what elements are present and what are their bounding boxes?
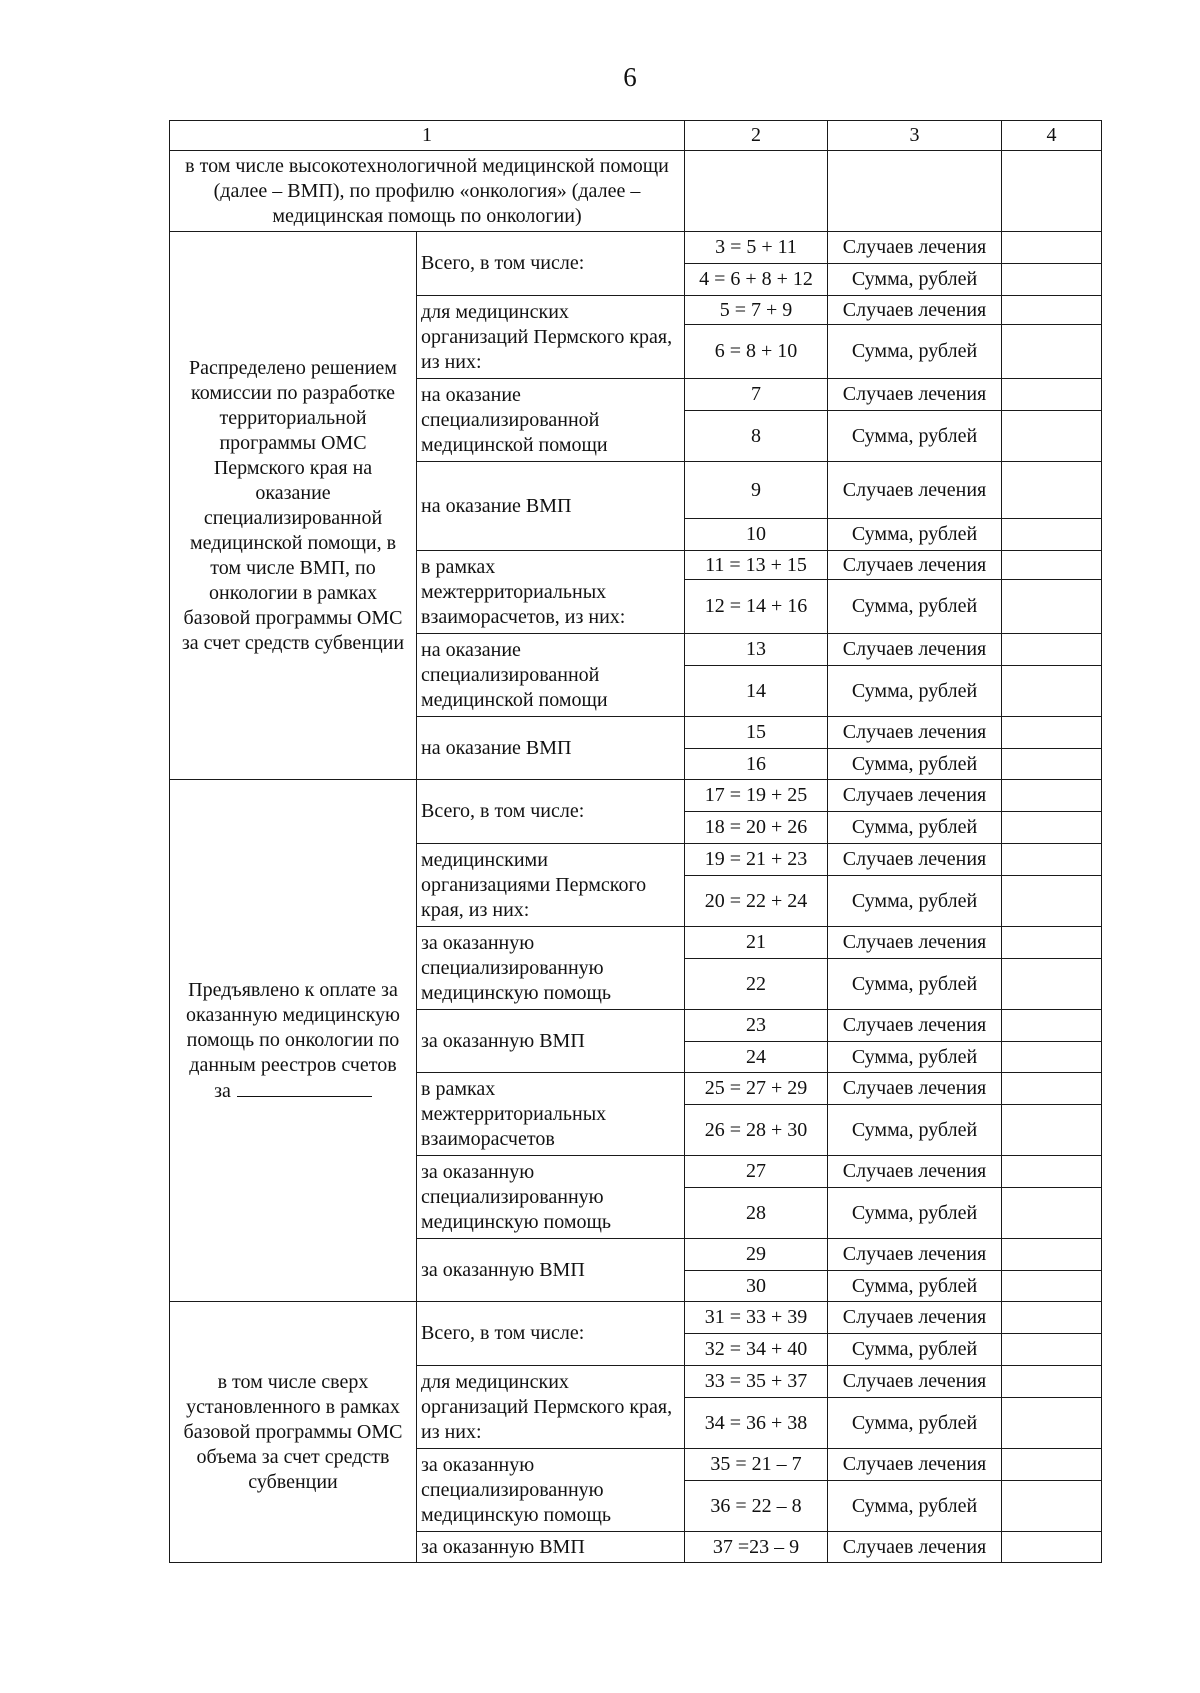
value-cell	[1002, 462, 1102, 519]
intro-row	[170, 151, 1102, 232]
line-code: 26 = 28 + 30	[685, 1105, 828, 1156]
row-label: для медицинских организаций Пермского края, из них:	[417, 1366, 685, 1449]
value-cell	[1002, 634, 1102, 666]
header-col-3: 3	[828, 121, 1002, 151]
value-cell	[1002, 780, 1102, 812]
group-label-text: Предъявлено к оплате за оказанную медицинскую помощь по онкологии по данным реестров счетов	[186, 978, 400, 1076]
line-code: 21	[685, 927, 828, 959]
unit-cases: Случаев лечения	[828, 379, 1002, 411]
line-code: 31 = 33 + 39	[685, 1302, 828, 1334]
line-code: 23	[685, 1010, 828, 1042]
unit-cases: Случаев лечения	[828, 844, 1002, 876]
row-label: за оказанную ВМП	[417, 1010, 685, 1073]
intro-text: в том числе высокотехнологичной медицинской помощи (далее – ВМП), по профилю «онкология» (далее – медицинская помощь по онкологии)	[170, 151, 685, 232]
period-blank-field[interactable]	[237, 1078, 372, 1097]
value-cell	[1002, 876, 1102, 927]
report-table	[169, 120, 1102, 1563]
unit-sum: Сумма, рублей	[828, 519, 1002, 551]
line-code: 12 = 14 + 16	[685, 580, 828, 634]
unit-cases: Случаев лечения	[828, 1302, 1002, 1334]
line-code: 28	[685, 1188, 828, 1239]
unit-sum: Сумма, рублей	[828, 876, 1002, 927]
unit-cases: Случаев лечения	[828, 1010, 1002, 1042]
unit-cases: Случаев лечения	[828, 1366, 1002, 1398]
unit-sum: Сумма, рублей	[828, 1334, 1002, 1366]
row-label: Всего, в том числе:	[417, 780, 685, 844]
row-label: за оказанную ВМП	[417, 1532, 685, 1563]
row-label: за оказанную специализированную медицинскую помощь	[417, 927, 685, 1010]
unit-sum: Сумма, рублей	[828, 666, 1002, 717]
header-col-2: 2	[685, 121, 828, 151]
line-code: 19 = 21 + 23	[685, 844, 828, 876]
row-label: на оказание специализированной медицинской помощи	[417, 634, 685, 717]
unit-cases: Случаев лечения	[828, 780, 1002, 812]
unit-sum: Сумма, рублей	[828, 1188, 1002, 1239]
unit-sum: Сумма, рублей	[828, 1271, 1002, 1302]
value-cell	[1002, 580, 1102, 634]
line-code: 9	[685, 462, 828, 519]
period-label: за	[214, 1079, 231, 1102]
group-label: в том числе сверх установленного в рамках базовой программы ОМС объема за счет средств субвенции	[170, 1302, 417, 1563]
row-label: для медицинских организаций Пермского края, из них:	[417, 296, 685, 379]
value-cell	[1002, 1188, 1102, 1239]
unit-sum: Сумма, рублей	[828, 264, 1002, 296]
unit-cases: Случаев лечения	[828, 462, 1002, 519]
line-code: 5 = 7 + 9	[685, 296, 828, 325]
row-label: за оказанную специализированную медицинскую помощь	[417, 1449, 685, 1532]
unit-sum: Сумма, рублей	[828, 749, 1002, 780]
line-code: 24	[685, 1042, 828, 1073]
row-label: медицинскими организациями Пермского края, из них:	[417, 844, 685, 927]
line-code: 11 = 13 + 15	[685, 551, 828, 580]
line-code: 37 =23 – 9	[685, 1532, 828, 1563]
unit-sum: Сумма, рублей	[828, 1481, 1002, 1532]
value-cell	[1002, 1010, 1102, 1042]
row-label: Всего, в том числе:	[417, 232, 685, 296]
value-cell	[1002, 959, 1102, 1010]
row-label: за оказанную ВМП	[417, 1239, 685, 1302]
value-cell	[1002, 812, 1102, 844]
value-cell	[1002, 1073, 1102, 1105]
line-code: 25 = 27 + 29	[685, 1073, 828, 1105]
row-label: на оказание специализированной медицинской помощи	[417, 379, 685, 462]
row-label: в рамках межтерриториальных взаиморасчетов	[417, 1073, 685, 1156]
unit-sum: Сумма, рублей	[828, 1105, 1002, 1156]
value-cell	[1002, 1105, 1102, 1156]
line-code: 35 = 21 – 7	[685, 1449, 828, 1481]
line-code: 17 = 19 + 25	[685, 780, 828, 812]
value-cell	[1002, 1532, 1102, 1563]
line-code: 6 = 8 + 10	[685, 325, 828, 379]
unit-sum: Сумма, рублей	[828, 411, 1002, 462]
line-code: 33 = 35 + 37	[685, 1366, 828, 1398]
line-code: 14	[685, 666, 828, 717]
unit-cases: Случаев лечения	[828, 1239, 1002, 1271]
line-code: 15	[685, 717, 828, 749]
value-cell	[1002, 551, 1102, 580]
line-code: 10	[685, 519, 828, 551]
header-row	[170, 121, 1102, 151]
table-row	[170, 1302, 1102, 1334]
line-code: 13	[685, 634, 828, 666]
unit-cases: Случаев лечения	[828, 296, 1002, 325]
unit-cases: Случаев лечения	[828, 232, 1002, 264]
value-cell	[1002, 411, 1102, 462]
value-cell	[1002, 1042, 1102, 1073]
unit-cases: Случаев лечения	[828, 634, 1002, 666]
header-col-4: 4	[1002, 121, 1102, 151]
value-cell	[1002, 717, 1102, 749]
row-label: на оказание ВМП	[417, 462, 685, 551]
value-cell	[1002, 1398, 1102, 1449]
line-code: 16	[685, 749, 828, 780]
unit-sum: Сумма, рублей	[828, 580, 1002, 634]
value-cell	[1002, 1334, 1102, 1366]
value-cell	[1002, 1366, 1102, 1398]
unit-cases: Случаев лечения	[828, 717, 1002, 749]
value-cell	[1002, 844, 1102, 876]
line-code: 36 = 22 – 8	[685, 1481, 828, 1532]
value-cell	[1002, 1156, 1102, 1188]
line-code: 18 = 20 + 26	[685, 812, 828, 844]
table-row	[170, 232, 1102, 264]
unit-sum: Сумма, рублей	[828, 1398, 1002, 1449]
header-col-1: 1	[170, 121, 685, 151]
value-cell	[1002, 232, 1102, 264]
value-cell	[1002, 1481, 1102, 1532]
row-label: в рамках межтерриториальных взаиморасчетов, из них:	[417, 551, 685, 634]
unit-cases: Случаев лечения	[828, 1073, 1002, 1105]
value-cell	[1002, 519, 1102, 551]
unit-sum: Сумма, рублей	[828, 959, 1002, 1010]
value-cell	[1002, 666, 1102, 717]
row-label: за оказанную специализированную медицинскую помощь	[417, 1156, 685, 1239]
unit-cases: Случаев лечения	[828, 1449, 1002, 1481]
value-cell	[1002, 264, 1102, 296]
group-label	[170, 780, 417, 1302]
value-cell	[1002, 927, 1102, 959]
empty-cell	[828, 151, 1002, 232]
unit-cases: Случаев лечения	[828, 1156, 1002, 1188]
line-code: 30	[685, 1271, 828, 1302]
line-code: 8	[685, 411, 828, 462]
line-code: 20 = 22 + 24	[685, 876, 828, 927]
unit-cases: Случаев лечения	[828, 1532, 1002, 1563]
line-code: 34 = 36 + 38	[685, 1398, 828, 1449]
line-code: 29	[685, 1239, 828, 1271]
group-label: Распределено решением комиссии по разработке территориальной программы ОМС Пермского края на оказание специализированной медицинской помощи, в том числе ВМП, по онкологии в рамках базовой программы ОМС за счет средств субвенции	[170, 232, 417, 780]
value-cell	[1002, 1239, 1102, 1271]
value-cell	[1002, 1302, 1102, 1334]
empty-cell	[1002, 151, 1102, 232]
line-code: 32 = 34 + 40	[685, 1334, 828, 1366]
page-number: 6	[623, 62, 637, 92]
unit-sum: Сумма, рублей	[828, 325, 1002, 379]
line-code: 27	[685, 1156, 828, 1188]
unit-sum: Сумма, рублей	[828, 1042, 1002, 1073]
unit-sum: Сумма, рублей	[828, 812, 1002, 844]
unit-cases: Случаев лечения	[828, 551, 1002, 580]
value-cell	[1002, 296, 1102, 325]
empty-cell	[685, 151, 828, 232]
value-cell	[1002, 325, 1102, 379]
line-code: 3 = 5 + 11	[685, 232, 828, 264]
line-code: 4 = 6 + 8 + 12	[685, 264, 828, 296]
row-label: на оказание ВМП	[417, 717, 685, 780]
unit-cases: Случаев лечения	[828, 927, 1002, 959]
line-code: 22	[685, 959, 828, 1010]
value-cell	[1002, 379, 1102, 411]
table-row	[170, 780, 1102, 812]
value-cell	[1002, 749, 1102, 780]
value-cell	[1002, 1449, 1102, 1481]
line-code: 7	[685, 379, 828, 411]
value-cell	[1002, 1271, 1102, 1302]
row-label: Всего, в том числе:	[417, 1302, 685, 1366]
